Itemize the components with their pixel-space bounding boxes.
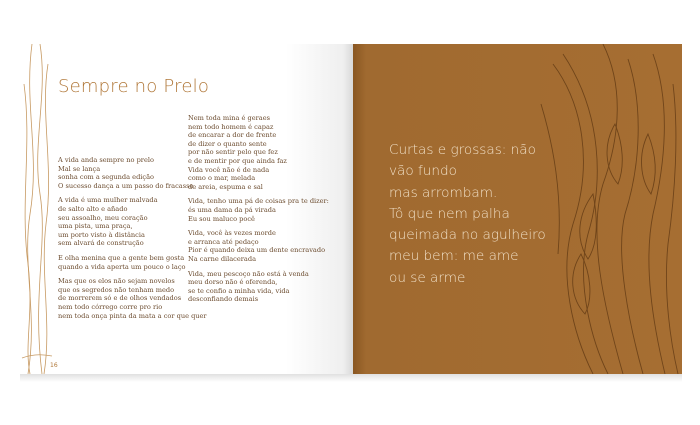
poem-line: és uma dama da pá virada bbox=[188, 205, 276, 214]
poem-line: A vida anda sempre no prelo bbox=[58, 156, 154, 164]
poem-line: Vida você não é de nada bbox=[188, 165, 270, 174]
poem-line: e arranca até pedaço bbox=[188, 237, 259, 246]
poem-line: Vida, tenho uma pá de coisas pra te dizer: bbox=[188, 197, 329, 206]
poem-line: Mas que os elos não sejam novelos bbox=[58, 277, 175, 286]
stanza bbox=[58, 254, 207, 271]
poem-line: uma pista, uma praça, bbox=[58, 222, 133, 231]
poem-line: de dizer o quanto sente bbox=[188, 139, 267, 148]
quote-line: vão fundo bbox=[389, 163, 457, 180]
poem-line: de encarar a dor de frente bbox=[188, 131, 277, 140]
left-page bbox=[18, 44, 353, 374]
poem-line: nem todo homem é capaz bbox=[188, 122, 274, 131]
poem-column-1 bbox=[58, 156, 207, 326]
stanza bbox=[188, 114, 329, 191]
poem-title: Sempre no Prelo bbox=[58, 76, 210, 97]
poem-line: A vida é uma mulher malvada bbox=[58, 196, 158, 205]
poem-column-2 bbox=[188, 114, 329, 310]
quote-line: mas arrombam. bbox=[389, 184, 498, 201]
quote-line: queimada no agulheiro bbox=[389, 227, 546, 244]
poem-line: sem alvará de construção bbox=[58, 239, 144, 248]
poem-line: sonha com a segunda edição bbox=[58, 173, 154, 182]
quote-line: Tô que nem palha bbox=[389, 205, 510, 222]
stanza bbox=[58, 277, 207, 320]
poem-line: nem todo córrego corre pro rio bbox=[58, 302, 163, 311]
poem-line: quando a vida aperta um pouco o laço bbox=[58, 262, 186, 271]
poem-line: meu dorso não é oferenda, bbox=[188, 278, 278, 287]
poem-line: Na carne dilacerada bbox=[188, 254, 257, 263]
poem-line: de salto alto e añado bbox=[58, 204, 128, 213]
poem-line: E olha menina que a gente bem gosta bbox=[58, 253, 185, 262]
poem-line: de areia, espuma e sal bbox=[188, 182, 263, 191]
quote-line: ou se arme bbox=[389, 269, 466, 286]
poem-line: Eu sou maluco pocê bbox=[188, 214, 255, 223]
stanza bbox=[188, 197, 329, 223]
poem-line: seu assoalho, meu coração bbox=[58, 213, 148, 222]
poem-line: Mal se lança bbox=[58, 164, 101, 173]
poem-line: Vida, meu pescoço não está à venda bbox=[188, 269, 309, 278]
quote-line: meu bem: me ame bbox=[389, 248, 519, 265]
stanza bbox=[58, 196, 207, 248]
page-number: 16 bbox=[50, 362, 58, 369]
poem-line: Nem toda mina é geraes bbox=[188, 114, 271, 122]
poem-line: se te confio a minha vida, vida bbox=[188, 286, 290, 295]
poem-line: como o mar, melada bbox=[188, 174, 256, 183]
quote-line: Curtas e grossas: não bbox=[389, 142, 536, 158]
poem-line: Pior é quando deixa um dente encravado bbox=[188, 246, 326, 255]
poem-line: de morrerem só e de olhos vendados bbox=[58, 294, 182, 303]
poem-line: Vida, você às vezes morde bbox=[188, 229, 276, 238]
poem-line: nem toda onça pinta da mata a cor que quer bbox=[58, 311, 207, 320]
stanza bbox=[58, 156, 207, 190]
stanza bbox=[188, 270, 329, 304]
pull-quote bbox=[389, 140, 546, 289]
right-page bbox=[353, 44, 682, 374]
poem-line: por não sentir pelo que fez bbox=[188, 148, 278, 157]
stanza bbox=[188, 229, 329, 263]
poem-line: e de mentir por que ainda faz bbox=[188, 156, 287, 165]
open-book bbox=[18, 44, 682, 374]
poem-line: que os segredos não tenham medo bbox=[58, 285, 175, 294]
poem-line: O sucesso dança a um passo do fracasso bbox=[58, 181, 194, 190]
poem-line: desconfiando demais bbox=[188, 295, 259, 304]
poem-line: um porto visto à distância bbox=[58, 230, 145, 239]
